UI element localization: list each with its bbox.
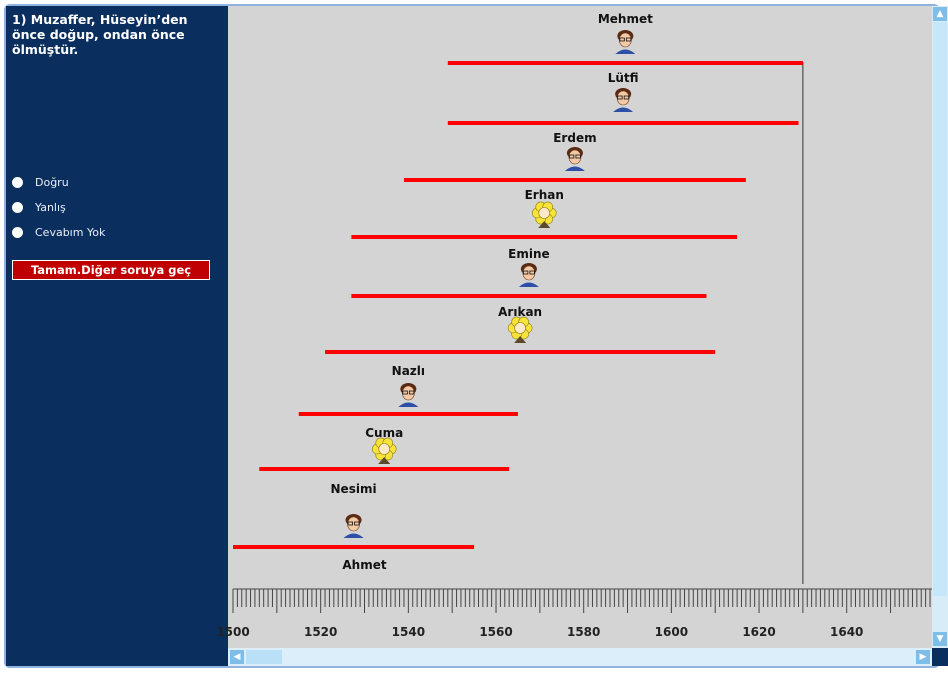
horizontal-scroll-thumb[interactable] (246, 650, 282, 664)
person-name: Lütfi (607, 71, 639, 85)
tick-label: 1580 (566, 625, 601, 639)
man-icon (613, 108, 633, 113)
option-dogru[interactable] (12, 174, 69, 190)
scrollbar-corner (932, 648, 948, 666)
man-icon (348, 517, 360, 531)
vertical-scroll-thumb[interactable] (933, 22, 947, 596)
scroll-up-icon[interactable]: ▲ (933, 7, 947, 21)
person-name: Nazlı (391, 364, 426, 378)
woman-icon (379, 444, 390, 455)
timeline-svg (216, 6, 932, 648)
option-label: Cevabım Yok (35, 225, 106, 239)
scroll-left-icon[interactable]: ◀ (230, 650, 244, 664)
woman-icon (539, 208, 550, 219)
tick-label: 1520 (303, 625, 338, 639)
timeline-chart (216, 6, 932, 648)
tick-label: 1560 (479, 625, 513, 639)
app-frame (4, 4, 944, 668)
person-name: Mehmet (597, 12, 653, 26)
tick-label: 1500 (216, 625, 250, 639)
man-icon (619, 33, 631, 47)
man-icon (565, 167, 585, 172)
person-name: Erhan (524, 188, 564, 202)
man-icon (398, 403, 418, 408)
man-icon (569, 150, 581, 164)
tick-label: 1620 (742, 625, 776, 639)
radio-cevabim-yok[interactable] (12, 227, 23, 238)
man-icon (523, 266, 535, 280)
tick-label: 1600 (654, 625, 689, 639)
question-text: 1) Muzaffer, Hüseyin’den önce doğup, ondan önce ölmüştür. (12, 12, 188, 57)
person-name: Ahmet (342, 558, 387, 572)
horizontal-scrollbar[interactable] (228, 648, 948, 666)
tick-label: 1540 (391, 625, 426, 639)
option-cevabim-yok[interactable] (12, 224, 105, 240)
man-icon (615, 50, 635, 55)
person-name: Cuma (365, 426, 404, 440)
scroll-right-icon[interactable]: ▶ (916, 650, 930, 664)
question-panel (6, 6, 228, 666)
radio-dogru[interactable] (12, 177, 23, 188)
person-name: Arıkan (498, 305, 543, 319)
next-question-button[interactable]: Tamam.Diğer soruya geç (12, 260, 210, 280)
man-icon (402, 386, 414, 400)
option-yanlis[interactable] (12, 199, 66, 215)
person-name: Erdem (553, 131, 597, 145)
vertical-scrollbar[interactable] (932, 6, 948, 648)
option-label: Yanlış (35, 200, 66, 214)
woman-icon (515, 323, 526, 334)
option-label: Doğru (35, 175, 69, 189)
man-icon (519, 283, 539, 288)
man-icon (344, 534, 364, 539)
radio-yanlis[interactable] (12, 202, 23, 213)
man-icon (617, 91, 629, 105)
scroll-down-icon[interactable]: ▼ (933, 632, 947, 646)
person-name: Emine (508, 247, 550, 261)
tick-label: 1640 (830, 625, 864, 639)
person-name: Nesimi (330, 482, 377, 496)
